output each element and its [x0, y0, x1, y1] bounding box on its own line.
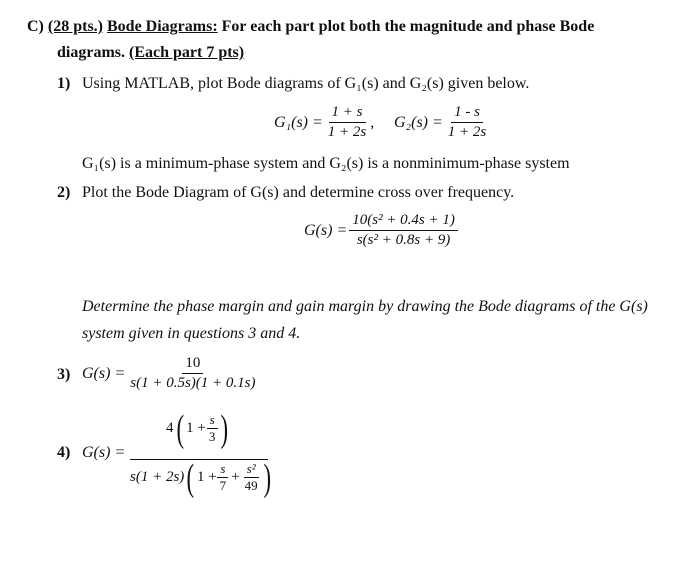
g2-equation — [394, 104, 489, 141]
g1-numerator: 1 + s — [329, 104, 366, 123]
q4-num-rparen: ) — [220, 407, 229, 450]
q2-fraction — [349, 212, 458, 249]
q4-den-7: 7 — [219, 478, 227, 493]
q3-numerator: 10 — [182, 355, 203, 374]
g1-denominator: 1 + 2s — [327, 124, 367, 140]
q4-denominator — [130, 456, 273, 499]
intro-text: For each part plot both the magnitude and phase Bode — [221, 18, 595, 35]
q4-num-coef: 4 — [166, 420, 174, 436]
q4-den-s2: s² — [244, 462, 259, 478]
q3-denominator: s(1 + 0.5s)(1 + 0.1s) — [130, 375, 256, 391]
q3-lhs: G(s) = — [82, 364, 126, 382]
g1-fraction — [325, 104, 369, 141]
q4-den-s: s — [217, 462, 228, 478]
q4-fraction-bar — [130, 459, 268, 460]
q4-den-subfrac1 — [217, 462, 230, 493]
g2-lhs: G₂(s) = — [394, 113, 443, 131]
q4-den-49: 49 — [244, 478, 258, 493]
q1-note: G₁(s) is a minimum-phase system and G₂(s) is a nonminimum-phase system — [82, 155, 570, 172]
q4-den-one: 1 + — [196, 469, 217, 485]
q4-num-lparen: ( — [176, 407, 184, 450]
q2-equation — [304, 212, 458, 249]
g2-numerator: 1 - s — [451, 104, 483, 123]
q4-num-s: s — [207, 413, 218, 429]
g1-equation — [274, 104, 374, 141]
part-label — [27, 18, 594, 36]
g2-fraction — [445, 104, 489, 141]
g1-comma: , — [370, 113, 375, 131]
q2-denominator: s(s² + 0.8s + 9) — [356, 232, 451, 248]
instruction-line1: Determine the phase margin and gain margin by drawing the Bode diagrams of the G(s) — [82, 298, 648, 315]
intro-line2 — [57, 44, 244, 62]
q3-number: 3) — [57, 366, 71, 383]
q2-number: 2) — [57, 184, 71, 201]
instruction-line2: system given in questions 3 and 4. — [82, 325, 301, 342]
each-part-points: (Each part 7 pts) — [129, 44, 245, 61]
q4-den-plus: + — [231, 469, 240, 485]
q4-num-one: 1 + — [186, 420, 206, 436]
q2-text: Plot the Bode Diagram of G(s) and determine cross over frequency. — [82, 184, 515, 201]
q3-equation — [82, 355, 258, 392]
g1-lhs: G₁(s) = — [274, 113, 323, 131]
q2-lhs: G(s) = — [304, 221, 348, 239]
q4-num-subfrac — [206, 413, 219, 444]
section-title: Bode Diagrams: — [107, 18, 218, 35]
part-letter: C) — [27, 18, 44, 35]
q4-number: 4) — [57, 444, 71, 461]
q3-fraction — [127, 355, 258, 392]
points-label: (28 pts.) — [47, 18, 103, 35]
q4-num-3: 3 — [208, 429, 216, 444]
q2-numerator: 10(s² + 0.4s + 1) — [349, 212, 458, 231]
intro-text-2: diagrams. — [57, 44, 125, 61]
g2-denominator: 1 + 2s — [447, 124, 487, 140]
q4-lhs: G(s) = — [82, 444, 126, 461]
q4-numerator — [166, 407, 231, 450]
q4-den-rparen: ) — [263, 456, 271, 499]
q1-text: Using MATLAB, plot Bode diagrams of G₁(s) and G₂(s) given below. — [82, 75, 530, 92]
q1-number: 1) — [57, 75, 71, 92]
q4-den-lparen: ( — [186, 456, 195, 499]
q4-den-subfrac2 — [242, 462, 261, 493]
q4-den-pre: s(1 + 2s) — [130, 469, 185, 485]
